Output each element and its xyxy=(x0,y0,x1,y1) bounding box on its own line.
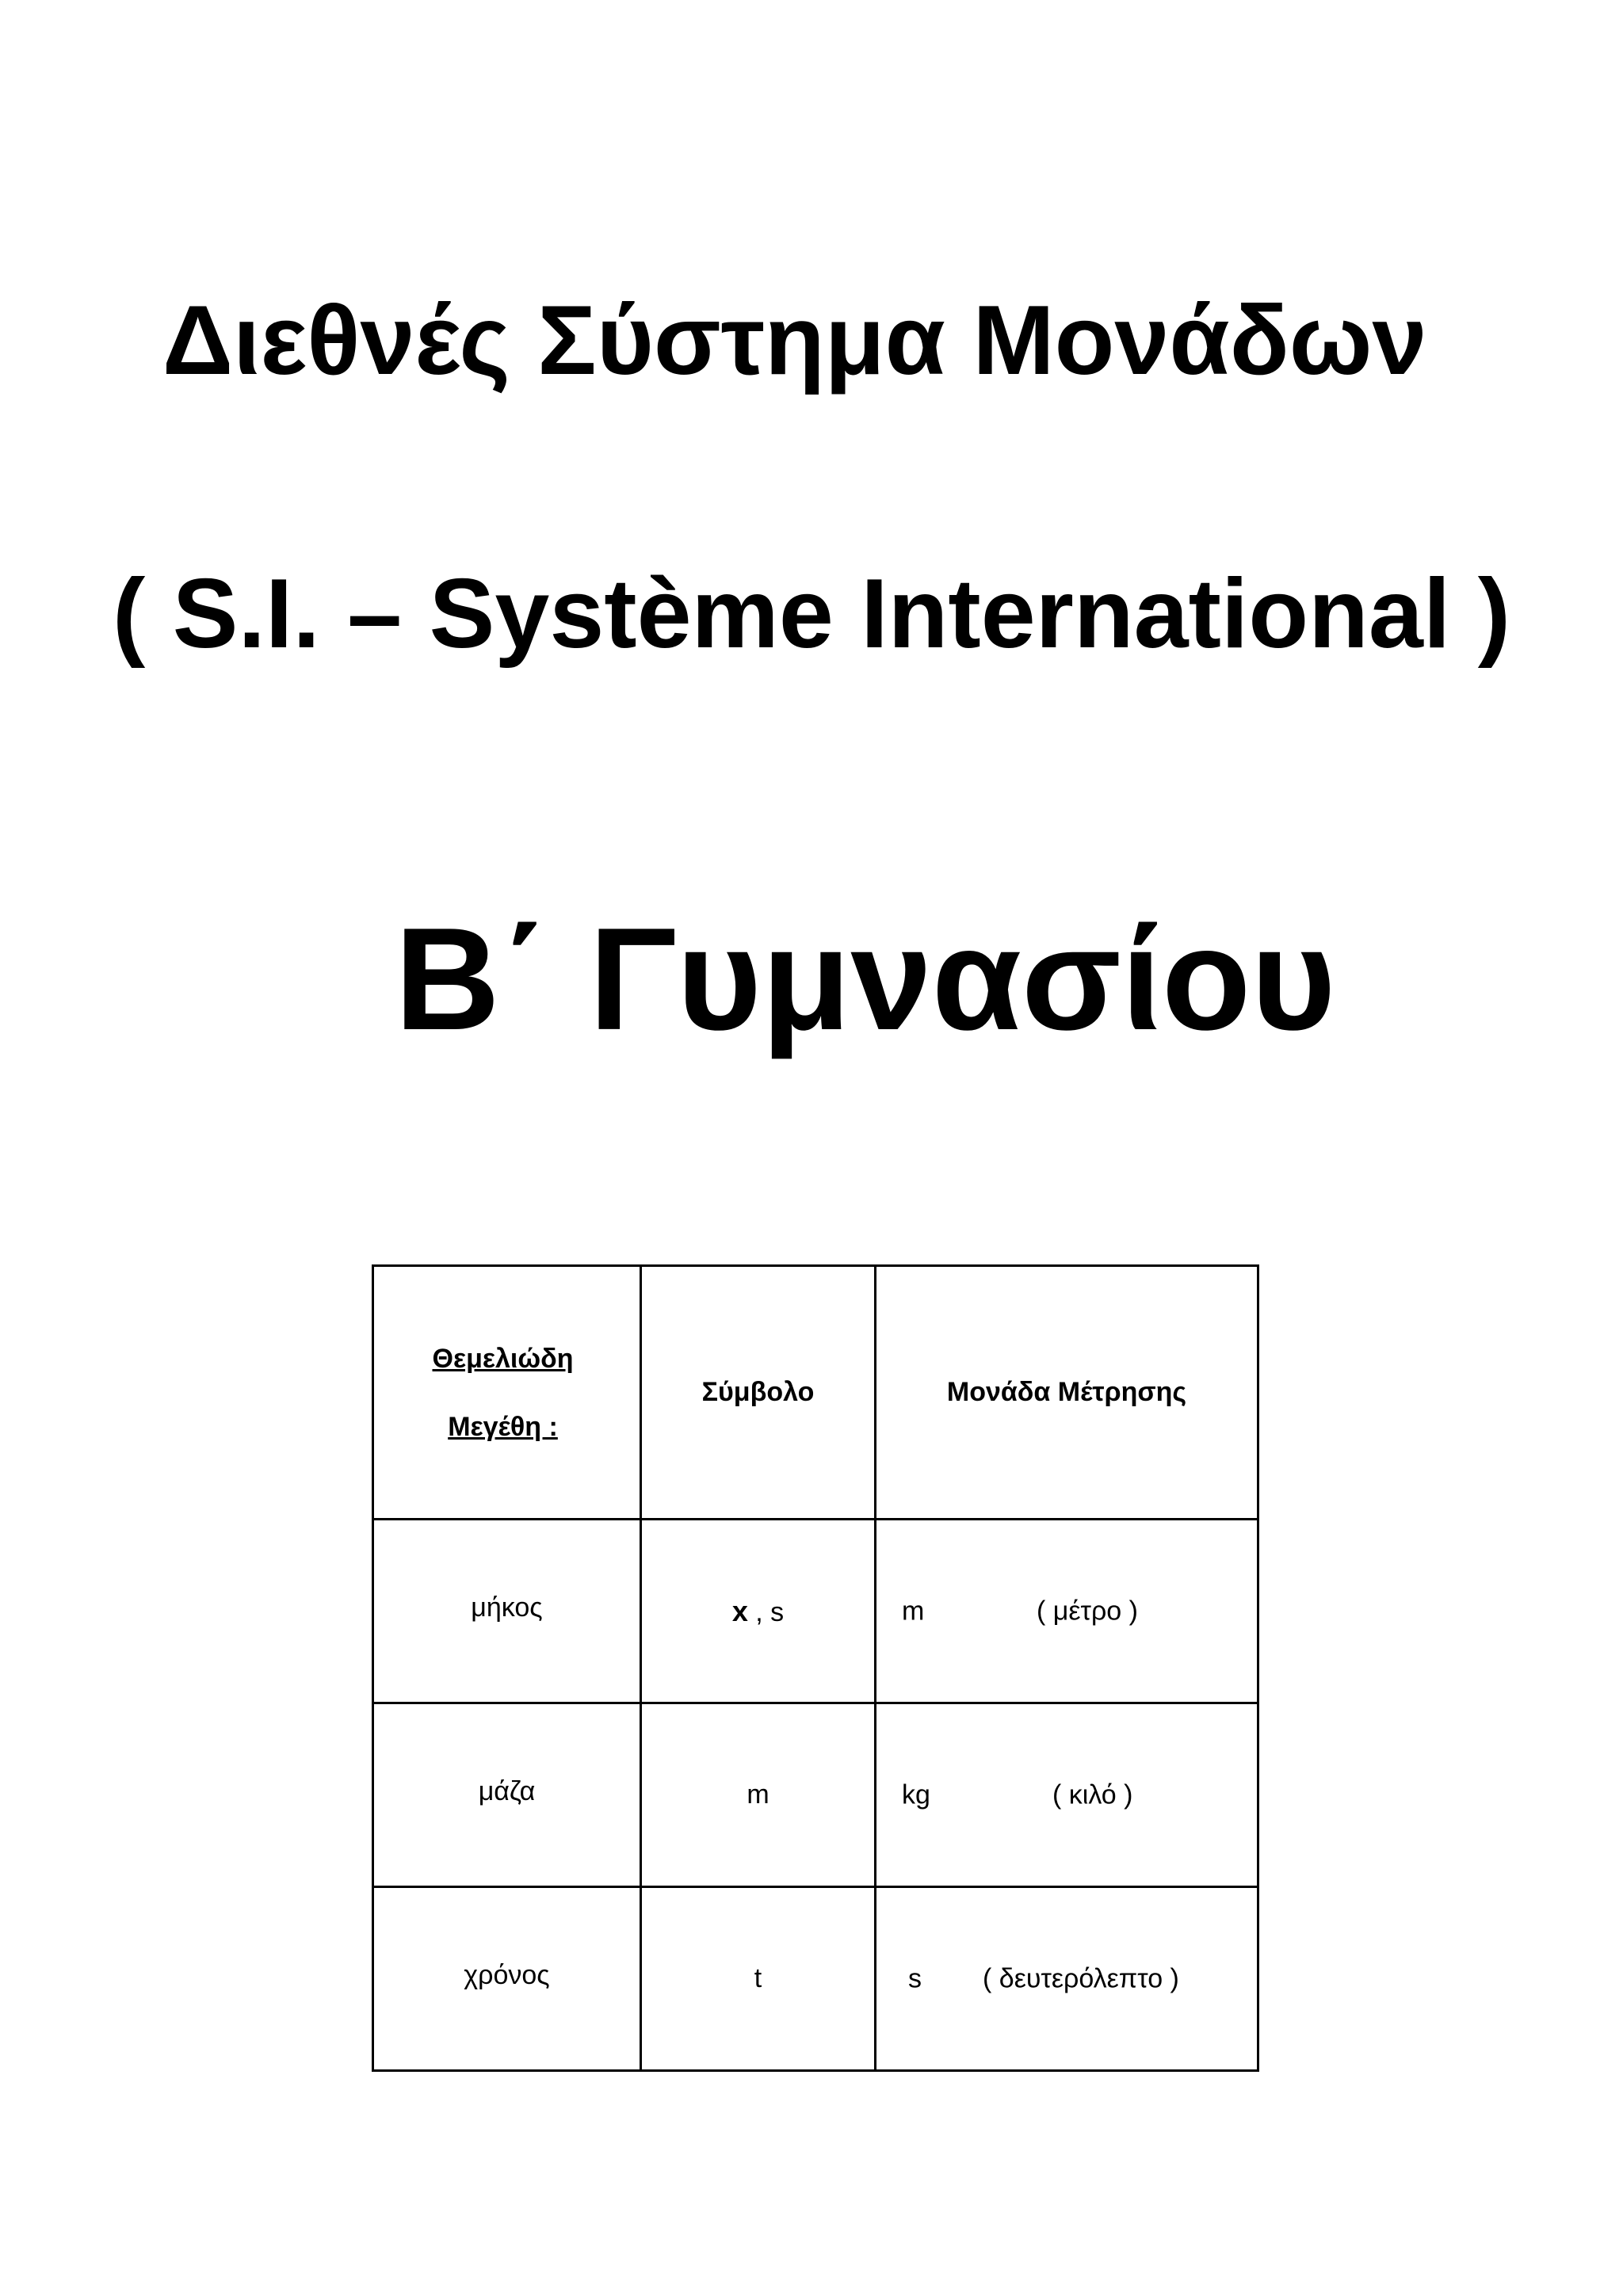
symbol-main: t xyxy=(754,1963,762,1993)
unit-name: ( δευτερόλεπτο ) xyxy=(983,1963,1179,1993)
unit-symbol: m xyxy=(902,1596,925,1626)
symbol-cell xyxy=(641,1703,876,1887)
symbol-main: m xyxy=(747,1779,769,1810)
unit-cell xyxy=(876,1703,1258,1887)
symbol-rest: , s xyxy=(747,1596,785,1627)
header-symbol: Σύμβολο xyxy=(641,1266,876,1520)
table-header-row xyxy=(373,1266,1258,1520)
unit-symbol: s xyxy=(908,1963,922,1993)
symbol-cell xyxy=(641,1520,876,1703)
si-units-table xyxy=(372,1264,1259,2072)
quantity-cell: χρόνος xyxy=(373,1884,641,2068)
unit-name: ( μέτρο ) xyxy=(1037,1596,1138,1626)
header-fundamental-quantities xyxy=(373,1266,641,1520)
table-row xyxy=(373,1520,1258,1703)
unit-symbol: kg xyxy=(902,1779,930,1810)
grade-heading: Β΄ Γυμνασίου xyxy=(395,897,1336,1060)
header-quantities-line1: Θεμελιώδη xyxy=(432,1343,574,1374)
table-row xyxy=(373,1887,1258,2071)
table-row xyxy=(373,1703,1258,1887)
quantity-cell: μάζα xyxy=(373,1700,641,1884)
symbol-main: x xyxy=(731,1594,748,1627)
document-title: Διεθνές Σύστημα Μονάδων xyxy=(162,286,1427,395)
unit-cell xyxy=(876,1887,1258,2071)
unit-name: ( κιλό ) xyxy=(1052,1779,1133,1810)
document-subtitle: ( S.I. – Système International ) xyxy=(113,559,1511,669)
quantity-cell: μήκος xyxy=(373,1516,641,1700)
header-quantities-line2: Μεγέθη : xyxy=(448,1411,558,1442)
symbol-cell xyxy=(641,1887,876,2071)
unit-cell xyxy=(876,1520,1258,1703)
header-unit: Μονάδα Μέτρησης xyxy=(876,1266,1258,1520)
